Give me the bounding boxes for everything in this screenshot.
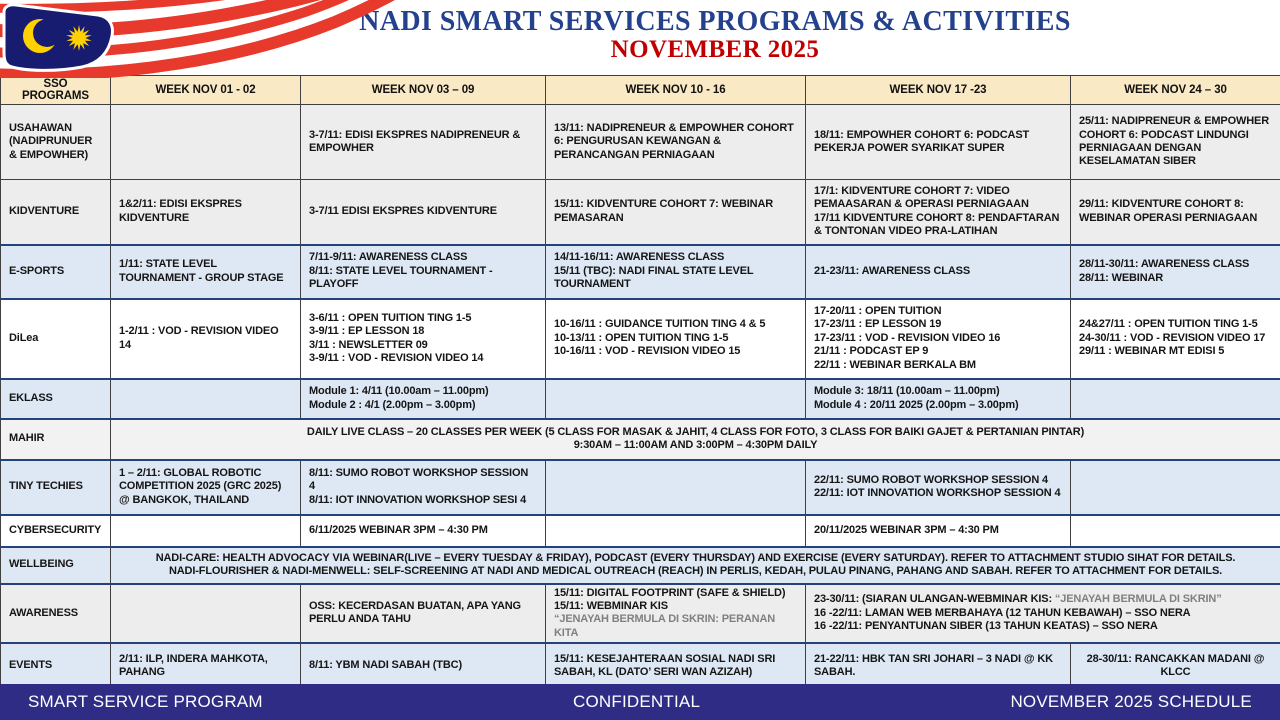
program-label: USAHAWAN (NADIPRUNUER & EMPOWHER): [1, 105, 111, 180]
schedule-cell: 14/11-16/11: AWARENESS CLASS 15/11 (TBC): NADI FINAL STATE LEVEL TOURNAMENT: [546, 245, 806, 299]
program-label: EVENTS: [1, 643, 111, 689]
schedule-cell: 15/11: KESEJAHTERAAN SOSIAL NADI SRI SABAH, KL (DATO’ SERI WAN AZIZAH): [546, 643, 806, 689]
schedule-cell: 21-22/11: HBK TAN SRI JOHARI – 3 NADI @ KK SABAH.: [806, 643, 1071, 689]
table-row: [1, 419, 1280, 460]
schedule-cell: NADI-CARE: HEALTH ADVOCACY VIA WEBINAR(LIVE – EVERY TUESDAY & FRIDAY), PODCAST (EVERY THURSDAY) AND EXERCISE (EVERY SATURDAY). REFER TO ATTACHMENT STUDIO SIHAT FOR DETAILS. NADI-FLOURISHER & NADI-MENWELL: SELF-SCREENING AT NADI AND MEDICAL OUTREACH (REACH) IN PERLIS, KEDAH, PULAU PINANG, PAHANG AND SABAH. REFER TO ATTACHMENT FOR DETAILS.: [111, 547, 1280, 584]
footer-bar: [0, 684, 1280, 720]
schedule-cell: 3-6/11 : OPEN TUITION TING 1-5 3-9/11 : EP LESSON 18 3/11 : NEWSLETTER 09 3-9/11 : VOD - REVISION VIDEO 14: [301, 299, 546, 379]
page-title: NADI SMART SERVICES PROGRAMS & ACTIVITIES: [359, 6, 1071, 37]
schedule-cell: 25/11: NADIPRENEUR & EMPOWHER COHORT 6: PODCAST LINDUNGI PERNIAGAAN DENGAN KESELAMATAN SIBER: [1071, 105, 1280, 180]
program-label: E-SPORTS: [1, 245, 111, 299]
schedule-cell: 6/11/2025 WEBINAR 3PM – 4:30 PM: [301, 515, 546, 547]
program-label: DiLea: [1, 299, 111, 379]
table-row: [1, 547, 1280, 584]
schedule-cell: 24&27/11 : OPEN TUITION TING 1-5 24-30/11 : VOD - REVISION VIDEO 17 29/11 : WEBINAR MT EDISI 5: [1071, 299, 1280, 379]
table-row: [1, 299, 1280, 379]
schedule-cell: [1071, 515, 1280, 547]
schedule-cell: 1-2/11 : VOD - REVISION VIDEO 14: [111, 299, 301, 379]
schedule-cell: 8/11: YBM NADI SABAH (TBC): [301, 643, 546, 689]
schedule-cell: 18/11: EMPOWHER COHORT 6: PODCAST PEKERJA POWER SYARIKAT SUPER: [806, 105, 1071, 180]
footer-center: CONFIDENTIAL: [573, 692, 701, 711]
program-label: TINY TECHIES: [1, 460, 111, 515]
schedule-cell: 1/11: STATE LEVEL TOURNAMENT - GROUP STAGE: [111, 245, 301, 299]
crescent-cut: [33, 19, 61, 47]
schedule-cell: [546, 515, 806, 547]
table-row: [1, 105, 1280, 180]
schedule-cell: 15/11: DIGITAL FOOTPRINT (SAFE & SHIELD) 15/11: WEBMINAR KIS “JENAYAH BERMULA DI SKRIN: PERANAN KITA: [546, 584, 806, 644]
schedule-cell: 13/11: NADIPRENEUR & EMPOWHER COHORT 6: PENGURUSAN KEWANGAN & PERANCANGAN PERNIAGAAN: [546, 105, 806, 180]
footer-left: SMART SERVICE PROGRAM: [28, 692, 263, 711]
schedule-table: [0, 75, 1280, 690]
schedule-cell: [111, 105, 301, 180]
program-label: EKLASS: [1, 379, 111, 419]
program-label: CYBERSECURITY: [1, 515, 111, 547]
table-row: [1, 460, 1280, 515]
schedule-body: [1, 105, 1280, 690]
schedule-cell: OSS: KECERDASAN BUATAN, APA YANG PERLU ANDA TAHU: [301, 584, 546, 644]
schedule-cell: 28/11-30/11: AWARENESS CLASS 28/11: WEBINAR: [1071, 245, 1280, 299]
schedule-cell: 15/11: KIDVENTURE COHORT 7: WEBINAR PEMASARAN: [546, 180, 806, 245]
schedule-cell: [1071, 379, 1280, 419]
schedule-cell: 17-20/11 : OPEN TUITION 17-23/11 : EP LESSON 19 17-23/11 : VOD - REVISION VIDEO 16 21/11 : PODCAST EP 9 22/11 : WEBINAR BERKALA BM: [806, 299, 1071, 379]
footer-right: NOVEMBER 2025 SCHEDULE: [1010, 692, 1252, 711]
schedule-cell: 7/11-9/11: AWARENESS CLASS 8/11: STATE LEVEL TOURNAMENT - PLAYOFF: [301, 245, 546, 299]
schedule-cell: [111, 379, 301, 419]
schedule-cell: [546, 460, 806, 515]
schedule-cell: 2/11: ILP, INDERA MAHKOTA, PAHANG: [111, 643, 301, 689]
schedule-cell: 20/11/2025 WEBINAR 3PM – 4:30 PM: [806, 515, 1071, 547]
page-subtitle: NOVEMBER 2025: [610, 36, 820, 64]
table-row: [1, 379, 1280, 419]
corner-header: SSO PROGRAMS: [1, 76, 111, 105]
masthead: [0, 0, 1280, 75]
schedule-cell: 21-23/11: AWARENESS CLASS: [806, 245, 1071, 299]
schedule-cell: 8/11: SUMO ROBOT WORKSHOP SESSION 4 8/11: IOT INNOVATION WORKSHOP SESI 4: [301, 460, 546, 515]
week-header-1: WEEK NOV 01 - 02: [111, 76, 301, 105]
schedule-cell: [1071, 460, 1280, 515]
table-row: [1, 180, 1280, 245]
schedule-cell: Module 1: 4/11 (10.00am – 11.00pm) Module 2 : 4/1 (2.00pm – 3.00pm): [301, 379, 546, 419]
schedule-cell: 1&2/11: EDISI EKSPRES KIDVENTURE: [111, 180, 301, 245]
table-row: [1, 584, 1280, 644]
week-header-4: WEEK NOV 17 -23: [806, 76, 1071, 105]
week-header-5: WEEK NOV 24 – 30: [1071, 76, 1280, 105]
schedule-cell: 22/11: SUMO ROBOT WORKSHOP SESSION 4 22/11: IOT INNOVATION WORKSHOP SESSION 4: [806, 460, 1071, 515]
week-header-2: WEEK NOV 03 – 09: [301, 76, 546, 105]
schedule-cell: DAILY LIVE CLASS – 20 CLASSES PER WEEK (5 CLASS FOR MASAK & JAHIT, 4 CLASS FOR FOTO, 3 CLASS FOR BAIKI GAJET & PERTANIAN PINTAR) 9:30AM – 11:00AM AND 3:00PM – 4:30PM DAILY: [111, 419, 1280, 460]
program-label: KIDVENTURE: [1, 180, 111, 245]
schedule-cell: 1 – 2/11: GLOBAL ROBOTIC COMPETITION 2025 (GRC 2025) @ BANGKOK, THAILAND: [111, 460, 301, 515]
program-label: WELLBEING: [1, 547, 111, 584]
schedule-cell: [111, 515, 301, 547]
program-label: MAHIR: [1, 419, 111, 460]
schedule-cell: 28-30/11: RANCAKKAN MADANI @ KLCC: [1071, 643, 1280, 689]
table-row: [1, 245, 1280, 299]
table-row: [1, 515, 1280, 547]
schedule-cell: 10-16/11 : GUIDANCE TUITION TING 4 & 5 10-13/11 : OPEN TUITION TING 1-5 10-16/11 : VOD - REVISION VIDEO 15: [546, 299, 806, 379]
week-header-3: WEEK NOV 10 - 16: [546, 76, 806, 105]
schedule-cell: 29/11: KIDVENTURE COHORT 8: WEBINAR OPERASI PERNIAGAAN: [1071, 180, 1280, 245]
schedule-cell: [546, 379, 806, 419]
schedule-cell: Module 3: 18/11 (10.00am – 11.00pm) Module 4 : 20/11 2025 (2.00pm – 3.00pm): [806, 379, 1071, 419]
schedule-cell: 17/1: KIDVENTURE COHORT 7: VIDEO PEMAASARAN & OPERASI PERNIAGAAN 17/11 KIDVENTURE COHORT 8: PENDAFTARAN & TONTONAN VIDEO PRA-LATIHAN: [806, 180, 1071, 245]
program-label: AWARENESS: [1, 584, 111, 644]
header-row: [1, 76, 1280, 105]
schedule-cell: 23-30/11: (SIARAN ULANGAN-WEBMINAR KIS: “JENAYAH BERMULA DI SKRIN” 16 -22/11: LAMAN WEB MERBAHAYA (12 TAHUN KEBAWAH) – SSO NERA 16 -22/11: PENYANTUNAN SIBER (13 TAHUN KEATAS) – SSO NERA: [806, 584, 1280, 644]
schedule-cell: 3-7/11: EDISI EKSPRES NADIPRENEUR & EMPOWHER: [301, 105, 546, 180]
schedule-cell: [111, 584, 301, 644]
malaysia-flag-logo: [0, 0, 470, 78]
schedule-cell: 3-7/11 EDISI EKSPRES KIDVENTURE: [301, 180, 546, 245]
table-row: [1, 643, 1280, 689]
